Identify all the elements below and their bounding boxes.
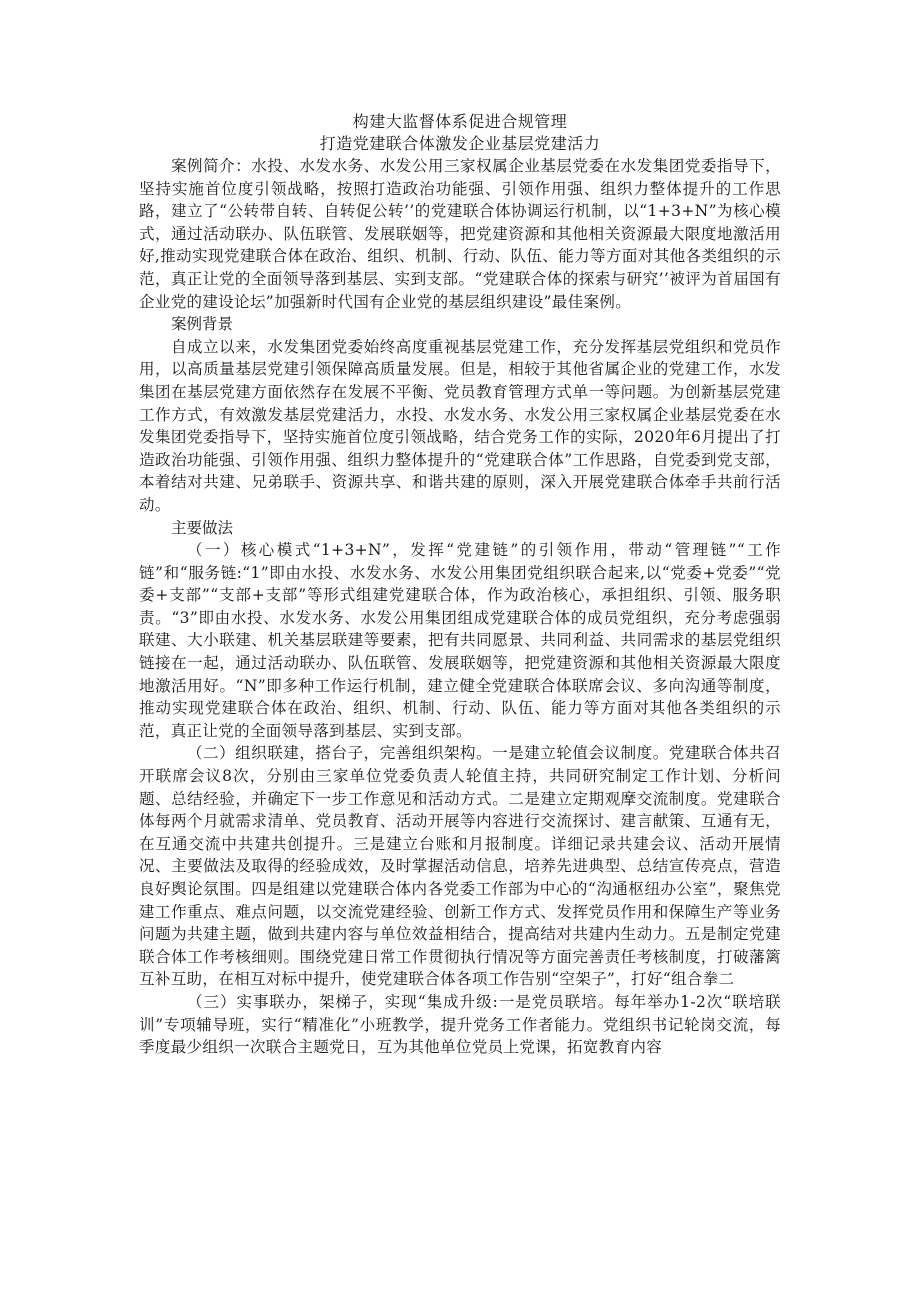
document-title: 构建大监督体系促进合规管理 bbox=[352, 112, 568, 131]
document-subtitle: 打造党建联合体激发企业基层党建活力 bbox=[319, 134, 601, 153]
background-paragraph: 自成立以来，水发集团党委始终高度重视基层党建工作，充分发挥基层党组织和党员作用，以高质量基层党建引领保障高质量发展。但是，相较于其他省属企业的党建工作，水发集团在基层党建方面依然存在发展不平衡、党员教育管理方式单一等问题。为创新基层党建工作方式，有效激发基层党建活力，水投、水发水务、水发公用三家权属企业基层党委在水发集团党委指导下，坚持实施首位度引领战略，结合党务工作的实际，2020年6月提出了打造政治功能强、引领作用强、组织力整体提升的“党建联合体”工作思路，自党委到党支部，本着结对共建、兄弟联手、资源共享、和谐共建的原则，深入开展党建联合体牵手共前行活动。 bbox=[139, 337, 781, 514]
method-2-paragraph: （二）组织联建，搭台子，完善组织架构。一是建立轮值会议制度。党建联合体共召开联席会议8次，分别由三家单位党委负责人轮值主持，共同研究制定工作计划、分析问题、总结经验，并确定下一步工作意见和活动方式。二是建立定期观摩交流制度。党建联合体每两个月就需求清单、党员教育、活动开展等内容进行交流探讨、建言献策、互通有无，在互通交流中共建共创提升。三是建立台账和月报制度。详细记录共建会议、活动开展情况、主要做法及取得的经验成效，及时掌握活动信息，培养先进典型、总结宣传亮点，营造良好舆论氛围。四是组建以党建联合体内各党委工作部为中心的“沟通枢纽办公室”，聚焦党建工作重点、难点问题，以交流党建经验、创新工作方式、发挥党员作用和保障生产等业务问题为共建主题，做到共建内容与单位效益相结合，提高结对共建内生动力。五是制定党建联合体工作考核细则。围绕党建日常工作贯彻执行情况等方面完善责任考核制度，打破藩篱互补互助，在相互对标中提升，使党建联合体各项工作告别“空架子”，打好“组合拳二 bbox=[139, 744, 781, 989]
method-3-paragraph: （三）实事联办，架梯子，实现“集成升级:一是党员联培。每年举办1-2次“联培联训”专项辅导班，实行“精准化”小班教学，提升党务工作者能力。党组织书记轮岗交流，每季度最少组织一次联合主题党日，互为其他单位党员上党课，拓宽教育内容 bbox=[139, 992, 781, 1057]
intro-paragraph: 案例简介：水投、水发水务、水发公用三家权属企业基层党委在水发集团党委指导下，坚持实施首位度引领战略，按照打造政治功能强、引领作用强、组织力整体提升的工作思路，建立了“公转带自转、自转促公转’’的党建联合体协调运行机制，以“1+3+N”为核心模式，通过活动联办、队伍联管、发展联姻等，把党建资源和其他相关资源最大限度地激活用好,推动实现党建联合体在政治、组织、机制、行动、队伍、能力等方面对其他各类组织的示范，真正让党的全面领导落到基层、实到支部。“党建联合体的探索与研究’’被评为首届国有企业党的建设论坛”加强新时代国有企业党的基层组织建设”最佳案例。 bbox=[139, 157, 781, 311]
methods-heading: 主要做法 bbox=[171, 518, 234, 537]
method-1-paragraph: （一）核心模式“1+3+N”，发挥“党建链”的引领作用，带动“管理链”“工作链”和“服务链:“1”即由水投、水发水务、水发公用集团党组织联合起来,以“党委+党委”“党委+支部”“支部+支部”等形式组建党建联合体，作为政治核心，承担组织、引领、服务职责。“3”即由水投、水发水务、水发公用集团组成党建联合体的成员党组织，充分考虑强弱联建、大小联建、机关基层联建等要素，把有共同愿景、共同利益、共同需求的基层党组织链接在一起，通过活动联办、队伍联管、发展联姻等，把党建资源和其他相关资源最大限度地激活用好。“N”即多种工作运行机制，建立健全党建联合体联席会议、多向沟通等制度，推动实现党建联合体在政治、组织、机制、行动、队伍、能力等方面对其他各类组织的示范，真正让党的全面领导落到基层、实到支部。 bbox=[139, 541, 781, 740]
document-page bbox=[139, 111, 781, 1059]
background-heading: 案例背景 bbox=[171, 315, 234, 334]
